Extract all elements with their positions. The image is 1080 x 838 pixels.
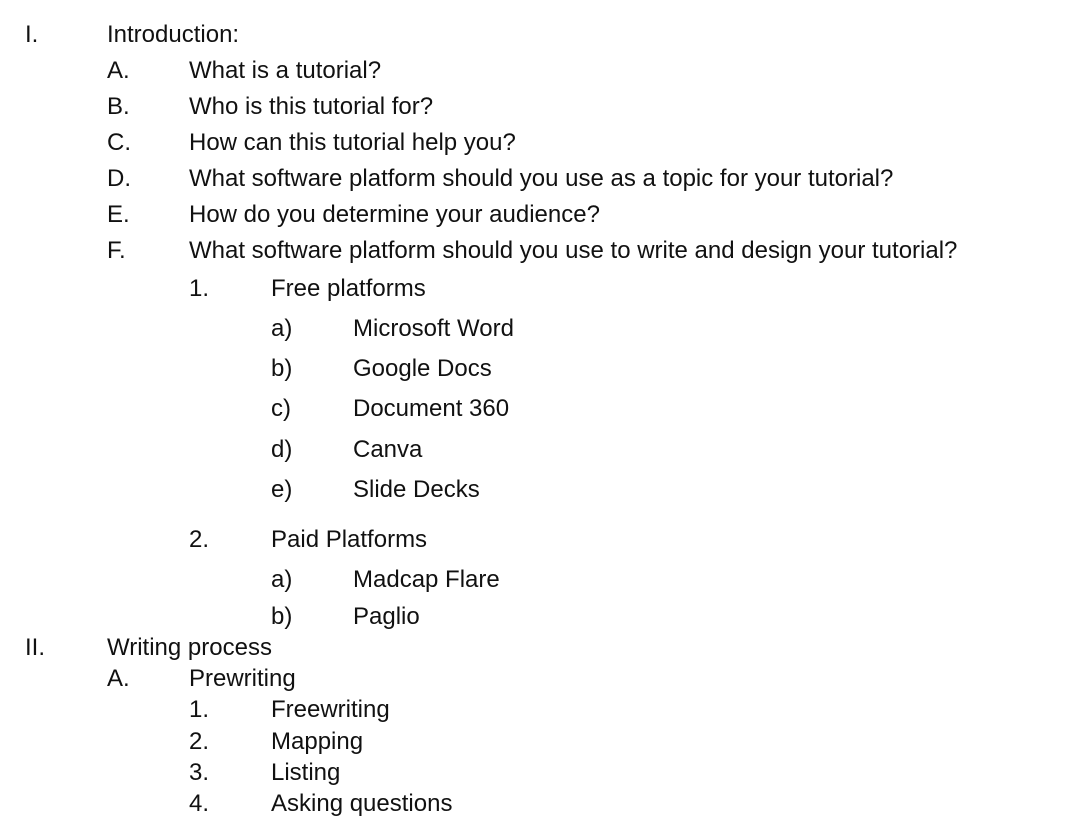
outline-marker: D.	[107, 165, 131, 192]
outline-item-level3	[0, 789, 1080, 819]
outline-item-level2	[0, 200, 1080, 230]
outline-marker: II.	[25, 634, 46, 661]
outline-item-level1	[0, 633, 1080, 663]
outline-text: Free platforms	[271, 275, 426, 302]
outline-item-level4	[0, 475, 1080, 505]
outline-text: Canva	[353, 436, 423, 463]
outline-marker: 1.	[189, 696, 210, 723]
outline-marker: A.	[107, 57, 130, 84]
outline-marker: c)	[271, 395, 291, 422]
outline-marker: E.	[107, 201, 130, 228]
outline-marker: I.	[25, 21, 39, 48]
outline-item-level4	[0, 354, 1080, 384]
outline-marker: B.	[107, 93, 130, 120]
outline-item-level2	[0, 236, 1080, 266]
outline-text: Madcap Flare	[353, 566, 500, 593]
outline-item-level4	[0, 565, 1080, 595]
outline-item-level2	[0, 664, 1080, 694]
outline-text: Prewriting	[189, 665, 296, 692]
outline-text: How do you determine your audience?	[189, 201, 600, 228]
outline-item-level3	[0, 274, 1080, 304]
outline-text: Listing	[271, 759, 341, 786]
outline-heading: Writing process	[107, 634, 272, 661]
outline-marker: 2.	[189, 728, 210, 755]
outline-text: What software platform should you use as a topic for your tutorial?	[189, 165, 894, 192]
outline-marker: a)	[271, 566, 293, 593]
outline-marker: d)	[271, 436, 293, 463]
outline-item-level2	[0, 128, 1080, 158]
outline-text: Asking questions	[271, 790, 453, 817]
outline-marker: 1.	[189, 275, 210, 302]
outline-item-level3	[0, 525, 1080, 555]
outline-text: What software platform should you use to write and design your tutorial?	[189, 237, 958, 264]
outline-marker: F.	[107, 237, 126, 264]
outline-text: What is a tutorial?	[189, 57, 382, 84]
outline-item-level4	[0, 435, 1080, 465]
outline-text: Microsoft Word	[353, 315, 514, 342]
outline-text: Paglio	[353, 603, 420, 630]
outline-item-level2	[0, 164, 1080, 194]
outline-marker: 2.	[189, 526, 210, 553]
outline-text: Who is this tutorial for?	[189, 93, 434, 120]
outline-text: Freewriting	[271, 696, 390, 723]
outline-item-level2	[0, 56, 1080, 86]
outline-marker: b)	[271, 603, 293, 630]
outline-item-level4	[0, 394, 1080, 424]
outline-marker: C.	[107, 129, 131, 156]
outline-text: Mapping	[271, 728, 364, 755]
outline-text: How can this tutorial help you?	[189, 129, 516, 156]
outline-text: Paid Platforms	[271, 526, 428, 553]
outline-item-level4	[0, 314, 1080, 344]
outline-marker: a)	[271, 315, 293, 342]
outline-item-level3	[0, 727, 1080, 757]
outline-text: Document 360	[353, 395, 510, 422]
outline-item-level2	[0, 92, 1080, 122]
outline-heading: Introduction:	[107, 21, 240, 48]
outline-marker: 3.	[189, 759, 210, 786]
outline-marker: 4.	[189, 790, 210, 817]
outline-item-level4	[0, 602, 1080, 632]
outline-marker: e)	[271, 476, 293, 503]
outline-text: Slide Decks	[353, 476, 480, 503]
outline-marker: b)	[271, 355, 293, 382]
outline-text: Google Docs	[353, 355, 492, 382]
outline-item-level1	[0, 20, 1080, 50]
outline-item-level3	[0, 695, 1080, 725]
outline-marker: A.	[107, 665, 130, 692]
outline-item-level3	[0, 758, 1080, 788]
